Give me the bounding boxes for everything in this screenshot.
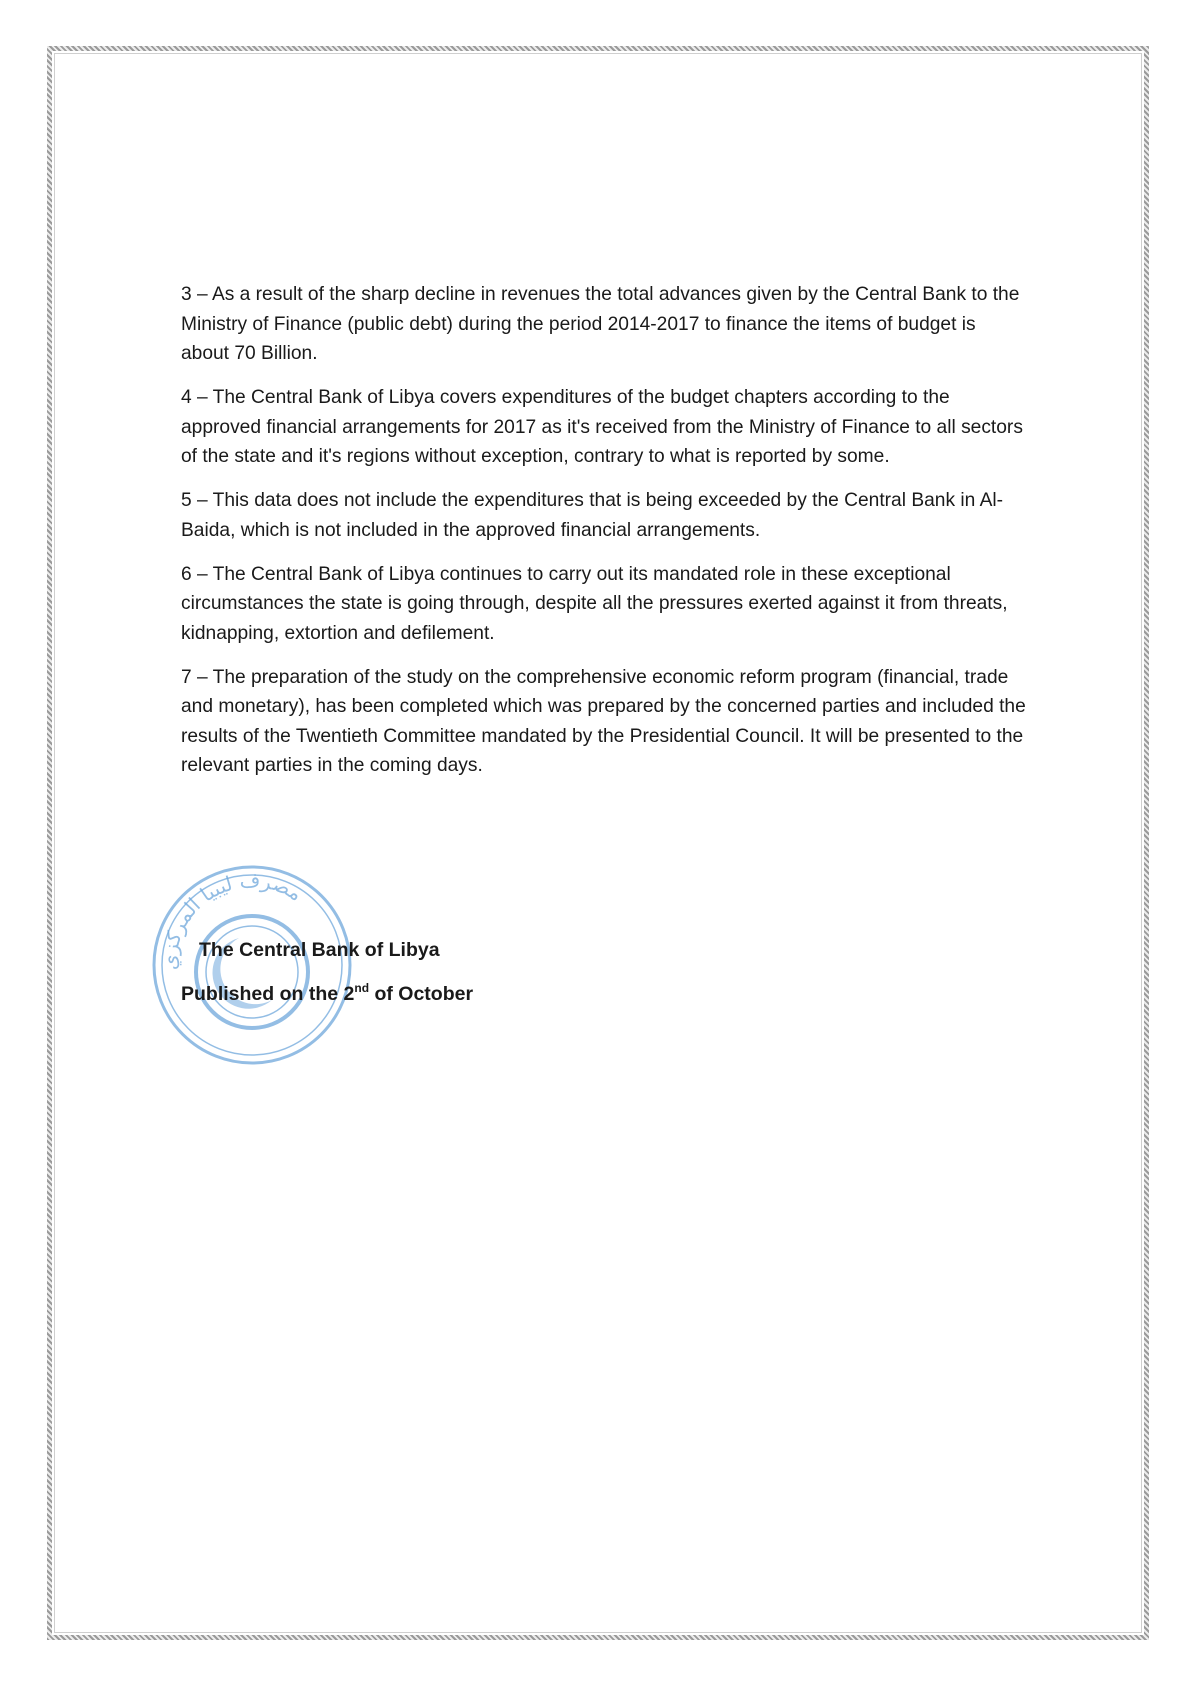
publication-date-suffix: of October [369,983,474,1005]
paragraph-6: 6 – The Central Bank of Libya continues to carry out its mandated role in these exceptional circumstances the state is going through, despite all the pressures exerted against it from threats, kidnapping, extortion and defilement. [181,563,1008,644]
body-text [181,280,1026,795]
publication-date-ordinal: nd [354,981,370,995]
paragraph-7: 7 – The preparation of the study on the comprehensive economic reform program (financial, trade and monetary), has been completed which was prepared by the concerned parties and included the results of the Twentieth Committee mandated by the Presidential Council. It will be presented to the relevant parties in the coming days. [181,666,1026,776]
paragraph-5: 5 – This data does not include the expenditures that is being exceeded by the Central Bank in Al-Baida, which is not included in the approved financial arrangements. [181,490,1004,541]
stamp-text: مصرف ليبيا المركزي [157,867,307,971]
publication-date [181,979,473,1009]
publication-date-prefix: Published on the 2 [181,983,355,1005]
paragraph-3: 3 – As a result of the sharp decline in revenues the total advances given by the Central Bank to the Ministry of Finance (public debt) during the period 2014-2017 to finance the items of budget is about 70 Billion. [181,284,1020,364]
signature-block [181,935,473,1009]
signature-org: The Central Bank of Libya [199,939,440,961]
paragraph-4: 4 – The Central Bank of Libya covers expenditures of the budget chapters according to the approved financial arrangements for 2017 as it's received from the Ministry of Finance to all sectors of the state and it's regions without exception, contrary to what is reported by some. [181,387,1023,467]
